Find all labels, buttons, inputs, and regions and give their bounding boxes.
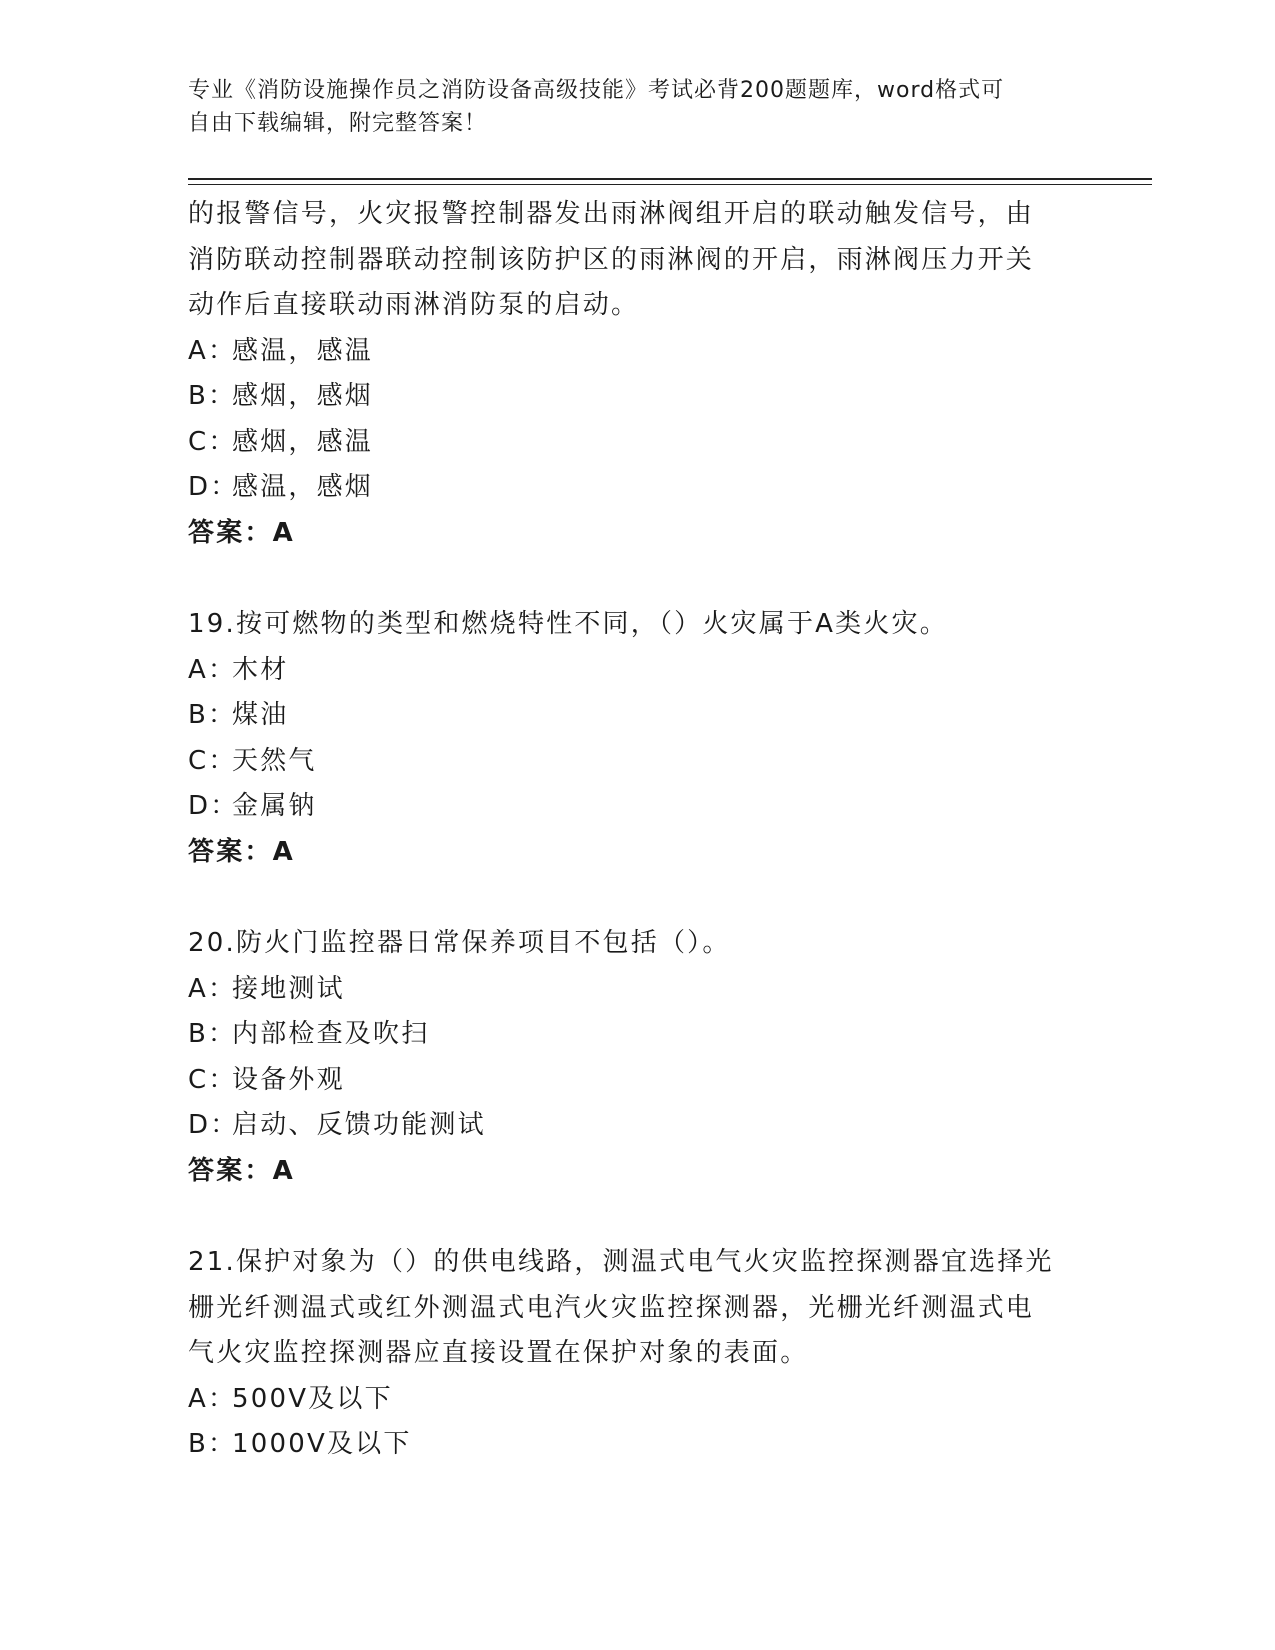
option-c xyxy=(188,1058,1088,1104)
option-text: 煤油 xyxy=(232,700,289,730)
option-text: 1000V及以下 xyxy=(232,1429,412,1459)
option-b xyxy=(188,693,1088,739)
option-key: D： xyxy=(188,1110,239,1140)
option-d xyxy=(188,465,1088,511)
question-text-line: 栅光纤测温式或红外测温式电汽火灾监控探测器，光栅光纤测温式电 xyxy=(188,1292,1035,1323)
question-20 xyxy=(188,921,1088,1194)
option-a xyxy=(188,329,1088,375)
question-18-continuation xyxy=(188,192,1088,556)
option-text: 设备外观 xyxy=(232,1064,345,1095)
answer-line: 答案：A xyxy=(188,517,295,548)
document-body xyxy=(188,192,1088,1468)
question-text-line: 21.保护对象为（）的供电线路，测温式电气火灾监控探测器宜选择光 xyxy=(188,1247,1054,1277)
option-c xyxy=(188,739,1088,785)
option-d xyxy=(188,784,1088,830)
spacer xyxy=(188,875,1088,921)
spacer xyxy=(188,1194,1088,1240)
spacer xyxy=(188,556,1088,602)
option-text: 木材 xyxy=(232,654,289,685)
answer-line: 答案：A xyxy=(188,1155,295,1186)
option-c xyxy=(188,420,1088,466)
document-header xyxy=(188,74,1068,140)
option-b xyxy=(188,1012,1088,1058)
answer-line: 答案：A xyxy=(188,836,295,867)
option-key: B： xyxy=(188,1019,237,1049)
question-19 xyxy=(188,602,1088,875)
option-key: A： xyxy=(188,1383,237,1414)
option-d xyxy=(188,1103,1088,1149)
option-text: 500V及以下 xyxy=(232,1383,393,1414)
option-key: C： xyxy=(188,1064,237,1095)
option-text: 感温，感温 xyxy=(232,335,374,366)
option-key: D： xyxy=(188,472,239,502)
question-text-line: 消防联动控制器联动控制该防护区的雨淋阀的开启，雨淋阀压力开关 xyxy=(188,244,1035,275)
option-b xyxy=(188,1422,1088,1468)
header-line-1: 专业《消防设施操作员之消防设备高级技能》考试必背200题题库，word格式可 xyxy=(188,78,1005,103)
option-text: 天然气 xyxy=(232,745,317,776)
option-text: 感烟，感烟 xyxy=(232,381,374,411)
question-text-line: 动作后直接联动雨淋消防泵的启动。 xyxy=(188,290,640,320)
header-line-2: 自由下载编辑，附完整答案！ xyxy=(188,111,488,136)
option-text: 金属钠 xyxy=(232,791,317,821)
option-text: 启动、反馈功能测试 xyxy=(232,1110,486,1140)
question-stem: 19.按可燃物的类型和燃烧特性不同，（）火灾属于A类火灾。 xyxy=(188,609,948,639)
option-b xyxy=(188,374,1088,420)
option-a xyxy=(188,967,1088,1013)
option-key: A： xyxy=(188,973,237,1004)
option-text: 内部检查及吹扫 xyxy=(232,1019,430,1049)
option-key: B： xyxy=(188,1429,237,1459)
option-text: 感烟，感温 xyxy=(232,426,374,457)
header-divider xyxy=(188,178,1152,185)
option-key: C： xyxy=(188,426,237,457)
option-key: B： xyxy=(188,700,237,730)
option-text: 感温，感烟 xyxy=(232,472,374,502)
question-stem: 20.防火门监控器日常保养项目不包括（）。 xyxy=(188,928,731,958)
option-key: D： xyxy=(188,791,239,821)
question-text-line: 气火灾监控探测器应直接设置在保护对象的表面。 xyxy=(188,1338,809,1368)
option-key: B： xyxy=(188,381,237,411)
option-key: A： xyxy=(188,654,237,685)
question-text-line: 的报警信号，火灾报警控制器发出雨淋阀组开启的联动触发信号，由 xyxy=(188,199,1035,229)
option-key: A： xyxy=(188,335,237,366)
option-text: 接地测试 xyxy=(232,973,345,1004)
question-21 xyxy=(188,1240,1088,1468)
option-a xyxy=(188,648,1088,694)
option-a xyxy=(188,1377,1088,1423)
option-key: C： xyxy=(188,745,237,776)
